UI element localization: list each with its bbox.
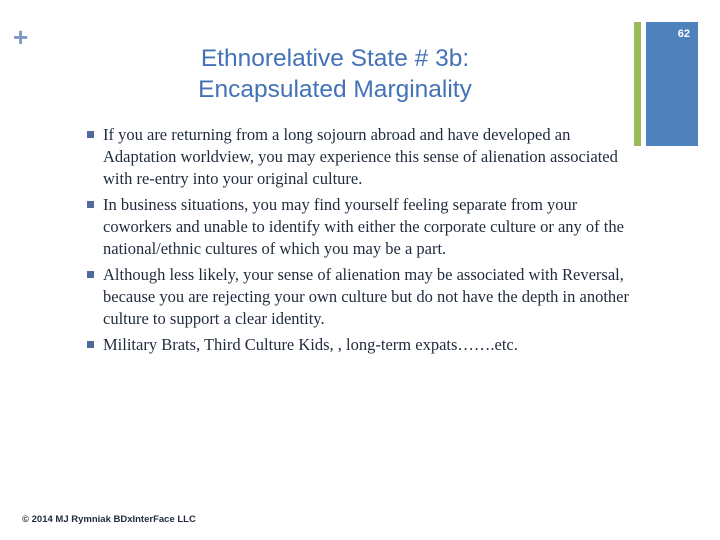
bullet-text: In business situations, you may find yourself feeling separate from your coworkers and unable to identify with either the corporate culture or any of the national/ethnic cultures of which you may be a part. xyxy=(103,195,624,258)
bullet-item xyxy=(87,124,635,190)
slide-title-line-2: Encapsulated Marginality xyxy=(198,76,472,103)
green-accent-bar xyxy=(634,22,641,146)
square-bullet-icon xyxy=(87,341,94,348)
bullet-item xyxy=(87,194,635,260)
square-bullet-icon xyxy=(87,271,94,278)
bullet-item xyxy=(87,264,635,330)
blue-accent-bar xyxy=(646,22,698,146)
copyright-footer: © 2014 MJ Rymniak BDxInterFace LLC xyxy=(22,514,196,525)
slide-number: 62 xyxy=(677,28,690,40)
square-bullet-icon xyxy=(87,131,94,138)
square-bullet-icon xyxy=(87,201,94,208)
bullet-text: If you are returning from a long sojourn abroad and have developed an Adaptation worldview, you may experience this sense of alienation associated with re-entry into your original culture. xyxy=(103,125,618,188)
slide-title-line-1: Ethnorelative State # 3b: xyxy=(200,45,470,72)
plus-icon: + xyxy=(13,22,29,52)
bullet-item xyxy=(87,334,635,356)
bullet-list xyxy=(87,124,635,360)
bullet-text: Although less likely, your sense of alienation may be associated with Reversal, because you are rejecting your own culture but do not have the depth in another culture to support a clear identity. xyxy=(103,265,629,328)
bullet-text: Military Brats, Third Culture Kids, , long-term expats…….etc. xyxy=(103,335,518,354)
slide-title xyxy=(130,43,540,105)
